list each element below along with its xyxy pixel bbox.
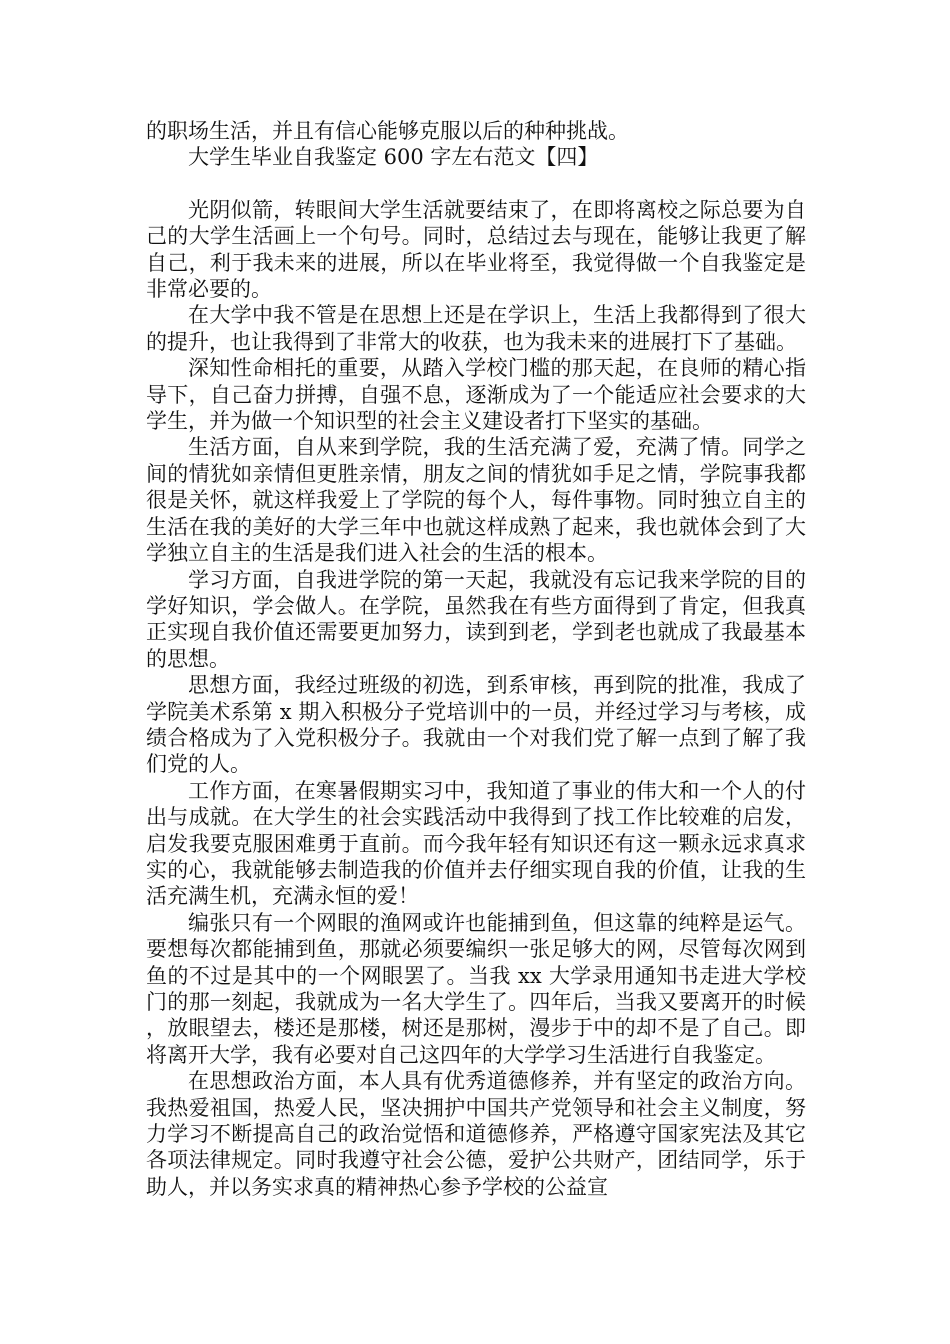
paragraph-intro: 光阴似箭，转眼间大学生活就要结束了，在即将离校之际总要为自己的大学生活画上一个句号。同时，总结过去与现在，能够让我更了解自己，利于我未来的进展，所以在毕业将至，我觉得做一个自我鉴定是非常必要的。 (146, 197, 806, 302)
paragraph-university-gains: 在大学中我不管是在思想上还是在学识上，生活上我都得到了很大的提升，也让我得到了非常大的收获，也为我未来的进展打下了基础。 (146, 303, 806, 354)
paragraph-life: 生活方面，自从来到学院，我的生活充满了爱，充满了情。同学之间的情犹如亲情但更胜亲情，朋友之间的情犹如手足之情，学院事我都很是关怀，就这样我爱上了学院的每个人，每件事物。同时独立自主的生活在我的美好的大学三年中也就这样成熟了起来，我也就体会到了大学独立自主的生活是我们进入社会的生活的根本。 (146, 435, 806, 566)
paragraph-work: 工作方面，在寒暑假期实习中，我知道了事业的伟大和一个人的付出与成就。在大学生的社会实践活动中我得到了找工作比较难的启发，启发我要克服困难勇于直前。而今我年轻有知识还有这一颗永远求真求实的心，我就能够去制造我的价值并去仔细实现自我的价值，让我的生活充满生机，充满永恒的爱！ (146, 778, 806, 909)
paragraph-politics: 在思想政治方面，本人具有优秀道德修养，并有坚定的政治方向。我热爱祖国，热爱人民，坚决拥护中国共产党领导和社会主义制度，努力学习不断提高自己的政治觉悟和道德修养，严格遵守国家宪法及其它各项法律规定。同时我遵守社会公德，爱护公共财产，团结同学，乐于助人，并以务实求真的精神热心参予学校的公益宣 (146, 1069, 806, 1199)
paragraph-growth: 深知性命相托的重要，从踏入学校门槛的那天起，在良师的精心指导下，自己奋力拼搏，自强不息，逐渐成为了一个能适应社会要求的大学生，并为做一个知识型的社会主义建设者打下坚实的基础。 (146, 356, 806, 434)
document-page (146, 118, 806, 1200)
paragraph-thought: 思想方面，我经过班级的初选，到系审核，再到院的批准，我成了学院美术系第 x 期入积极分子党培训中的一员，并经过学习与考核，成绩合格成为了入党积极分子。我就由一个对我们党了解一点到了解了我们党的人。 (146, 673, 806, 777)
paragraph-study: 学习方面，自我进学院的第一天起，我就没有忘记我来学院的目的学好知识，学会做人。在学院，虽然我在有些方面得到了肯定，但我真正实现自我价值还需要更加努力，读到到老，学到老也就成了我最基本的思想。 (146, 567, 806, 671)
paragraph-fishing-net: 编张只有一个网眼的渔网或许也能捕到鱼，但这靠的纯粹是运气。要想每次都能捕到鱼，那就必须要编织一张足够大的网，尽管每次网到鱼的不过是其中的一个网眼罢了。当我 xx 大学录用通知书走进大学校门的那一刻起，我就成为一名大学生了。四年后，当我又要离开的时候，放眼望去，楼还是那楼，树还是那树，漫步于中的却不是了自己。即将离开大学，我有必要对自己这四年的大学学习生活进行自我鉴定。 (146, 910, 806, 1067)
section-heading: 大学生毕业自我鉴定 600 字左右范文【四】 (188, 145, 599, 170)
continuation-text: 的职场生活，并且有信心能够克服以后的种种挑战。 (146, 119, 629, 143)
